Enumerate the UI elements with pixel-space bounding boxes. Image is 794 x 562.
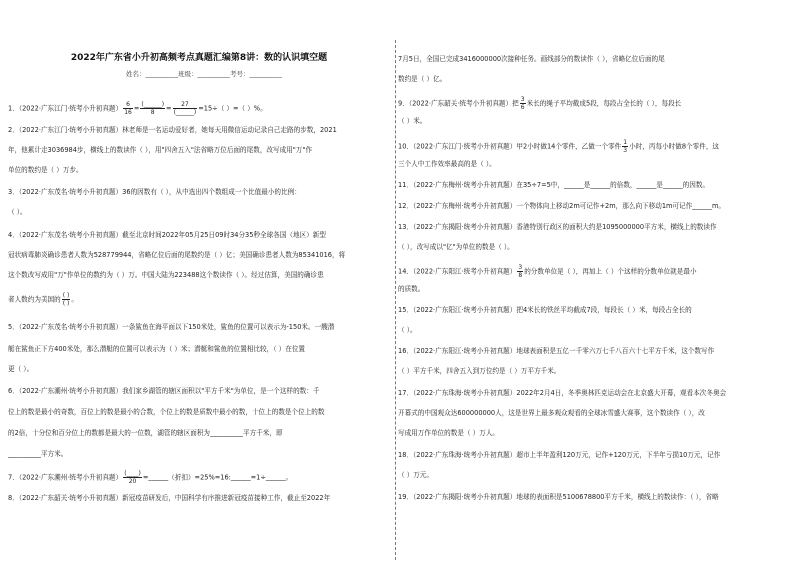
question-7: 7．（2022·广东潮州·统考小升初真题） $\frac{(\_\_\_\_)}{20}$ =______（折扣）=25%=16:______=1÷______。 (8, 470, 293, 485)
page-title: 2022年广东省小升初高频考点真题汇编第8讲：数的认识填空题 (70, 53, 328, 63)
question-8-line-2: 7月5日，全国已完成3416000000次接种任务。画线部分的数读作（ ），省略亿位后面的尾 (398, 55, 665, 63)
question-2-line-1: 2．（2022·广东江门·统考小升初真题）林老师是一名运动爱好者，她每天用微信运动记录自己走路的步数，2021 (8, 126, 337, 134)
fraction: $\frac{(\_\_\_\_\_\_)}{8}$ (141, 101, 165, 116)
fraction: $\frac{(\_\_\_\_)}{20}$ (124, 470, 141, 485)
question-17-line-1: 17．（2022·广东珠海·统考小升初真题）2022年2月4日，冬季奥林匹克运动会在北京盛大开幕，观看本次冬奥会 (398, 389, 727, 397)
question-12: 12．（2022·广东梅州·统考小升初真题）一个物体向上移动2m可记作+2m，那么向下移动1m可记作______m。 (398, 202, 726, 210)
question-4-line-2: 冠状病毒肺炎确诊患者人数为528779944，省略亿位后面的尾数约是（ ）亿；美国确诊患者人数为85341016，将 (8, 251, 346, 259)
question-13-line-2: （ ），改写成以"亿"为单位的数是（ ）。 (398, 243, 514, 251)
fraction: $\frac{3}{6}$ (520, 96, 525, 111)
question-6-line-2: 位上的数是最小的奇数，百位上的数是最小的合数，个位上的数是质数中最小的数，十位上的数是个位上的数 (8, 408, 325, 416)
question-5-line-3: 更（ ）。 (8, 365, 34, 373)
question-10-line-1: 10．（2022·广东江门·统考小升初真题）甲2小时做14个零件，乙做一个零件 $\frac{1}{3}$ 小时，丙每小时做8个零件，这 (398, 139, 720, 154)
question-19-line-1: 19．（2022·广东揭阳·统考小升初真题）地球的表面积是5100678800平方千米，横线上的数读作：（ ），省略 (398, 493, 719, 501)
question-3-line-1: 3．（2022·广东茂名·统考小升初真题）36的因数有（ ），从中选出四个数组成一个比值最小的比例： (8, 188, 301, 196)
column-divider (395, 40, 396, 560)
fraction: $\frac{3}{8}$ (518, 264, 523, 279)
question-9-line-2: （ ）米。 (398, 117, 427, 125)
question-2-line-3: 单位的数约是（ ）万步。 (8, 166, 83, 174)
question-8-line-3: 数约是（ ）亿。 (398, 75, 447, 83)
question-2-line-2: 年，他累计走3036984步，横线上的数读作（ ），用"四舍五入"法省略万位后面的尾数，改写成用"万"作 (8, 146, 313, 154)
question-17-line-2: 开幕式的中国观众达600000000人，这是世界上最多观众观看的全球冰雪盛大赛事，这个数读作（ ），改 (398, 409, 705, 417)
question-14-line-1: 14．（2022·广东阳江·统考小升初真题） $\frac{3}{8}$ 的分数单位是（ ），再加上（ ）个这样的分数单位就是最小 (398, 264, 697, 279)
question-14-line-2: 的质数。 (398, 285, 425, 293)
question-5-line-2: 艇在鲨鱼正下方400米处，那么潜艇的位置可以表示为（ ）米；潜艇和鲨鱼的位置相比较，（ ）在位置 (8, 345, 306, 353)
question-5-line-1: 5．（2022·广东茂名·统考小升初真题）一条鲨鱼在海平面以下150米处，鲨鱼的位置可以表示为-150米。一艘潜 (8, 323, 335, 331)
question-13-line-1: 13．（2022·广东揭阳·统考小升初真题）香港特别行政区的面积大约是1095000000平方米，横线上的数读作 (398, 223, 717, 231)
question-16-line-1: 16．（2022·广东阳江·统考小升初真题）地球表面积是五亿一千零六万七千八百六十七平方千米，这个数写作 (398, 347, 715, 355)
question-4-line-4: 者人数约为美国的 $\frac{( )}{( )}$ 。 (8, 292, 78, 307)
question-18-line-2: （ ）万元。 (398, 471, 434, 479)
question-label: 1．（2022·广东江门·统考小升初真题） (8, 104, 123, 113)
question-16-line-2: （ ）平方千米，四舍五入到万位约是（ ）万平方千米。 (398, 367, 561, 375)
fraction: $\frac{6}{16}$ (124, 101, 132, 116)
question-9-line-1: 9．（2022·广东韶关·统考小升初真题）把 $\frac{3}{6}$ 米长的绳子平均截成5段，每段占全长的（ ），每段长 (398, 96, 682, 111)
question-4-line-1: 4．（2022·广东茂名·统考小升初真题）截至北京时间2022年05月25日09时34分35秒全球各国（地区）新型 (8, 231, 326, 239)
question-15-line-2: （ ）。 (398, 326, 417, 334)
question-3-line-2: （ ）。 (8, 208, 27, 216)
fraction: $\frac{1}{3}$ (623, 139, 628, 154)
fraction: $\frac{27}{(\_\_\_\_\_\_)}$ (173, 101, 197, 116)
question-10-line-2: 三个人中工作效率最高的是（ ）。 (398, 160, 496, 168)
question-17-line-3: 写成用万作单位的数是（ ）万人。 (398, 429, 500, 437)
question-11: 11．（2022·广东梅州·统考小升初真题）在35÷7=5中，______是______的倍数，______是______的因数。 (398, 181, 710, 189)
question-8-line-1: 8．（2022·广东韶关·统考小升初真题）新冠疫苗研发后，中国科学有序推进新冠疫苗接种工作，截止至2022年 (8, 494, 331, 502)
question-15-line-1: 15．（2022·广东阳江·统考小升初真题）把4米长的铁丝平均截成7段，每段长（ ）米，每段占全长的 (398, 306, 692, 314)
question-6-line-1: 6．（2022·广东潮州·统考小升初真题）我们家乡湖管的辖区面积以"平方千米"为单位，是一个这样的数：千 (8, 387, 320, 395)
question-4-line-3: 这个数改写成用"万"作单位的数约为（ ）万。中国大陆为223488这个数读作（ ）。经过估算，美国的确诊患 (8, 271, 324, 279)
student-info-line: 姓名：__________班级：__________考号：__________ (126, 70, 282, 78)
question-6-line-4: __________平方米。 (8, 450, 68, 458)
question-1: 1．（2022·广东江门·统考小升初真题） $\frac{6}{16}$ = $\frac{(\_\_\_\_\_\_)}{8}$ = $\frac{27}{(\_\_\_\_\_\_)}$ =15÷（ ）=（ ）%。 (8, 101, 267, 116)
question-6-line-3: 的2倍，十分位和百分位上的数都是最大的一位数，湖管的辖区面积为__________平方千米，即 (8, 429, 283, 437)
fraction: $\frac{( )}{( )}$ (62, 292, 70, 307)
question-18-line-1: 18．（2022·广东珠海·统考小升初真题）超市上半年盈利120万元，记作+120万元，下半年亏损10万元，记作 (398, 451, 721, 459)
